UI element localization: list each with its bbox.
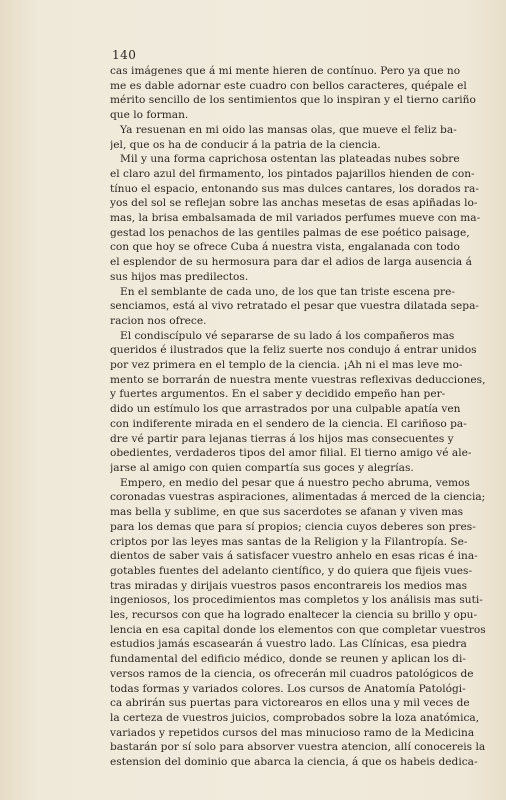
text-line: Mil y una forma caprichosa ostentan las plateadas nubes sobre [120,153,460,166]
text-line: mérito sencillo de los sentimientos que lo inspiran y el tierno cariño [110,94,476,107]
text-line: gestad los penachos de las gentiles palmas de ese poético paisage, [110,226,470,239]
text-line: tras miradas y dirijais vuestros pasos encontrareis los medios mas [110,579,468,592]
text-line: ingeniosos, los procedimientos mas completos y los análisis mas suti- [110,594,483,607]
text-line: senciamos, está al vivo retratado el pesar que vuestra dilatada sepa- [110,300,479,313]
paragraph [110,476,488,770]
paragraph [110,64,488,123]
text-line: dido un estímulo los que arrastrados por una culpable apatía ven [110,403,461,416]
paragraph [110,152,488,284]
text-line: me es dable adornar este cuadro con bellos caracteres, quépale el [110,79,467,92]
body-text [110,64,488,770]
text-line: el claro azul del firmamento, los pintados pajarillos hienden de con- [110,167,475,180]
text-line: y fuertes argumentos. En el saber y decidido empeño han per- [110,388,446,401]
text-line: dre vé partir para lejanas tierras á los hijos mas consecuentes y [110,432,454,445]
text-line: estension del dominio que abarca la ciencia, á que os habeis dedica- [110,756,478,769]
text-line: con que hoy se ofrece Cuba á nuestra vista, engalanada con todo [110,241,460,254]
paragraph [110,123,488,152]
text-line: yos del sol se reflejan sobre las anchas mesetas de esas apiñadas lo- [110,197,478,210]
text-line: lencia en esa capital donde los elementos con que completar vuestros [110,623,486,636]
page-number: 140 [112,48,137,62]
text-line: obedientes, verdaderos tipos del amor filial. El tierno amigo vé ale- [110,447,472,460]
text-line: por vez primera en el templo de la ciencia. ¡Ah ni el mas leve mo- [110,359,463,372]
text-line: tínuo el espacio, entonando sus mas dulces cantares, los dorados ra- [110,182,479,195]
text-line: variados y repetidos cursos del mas minucioso ramo de la Medicina [110,726,475,739]
text-line: Empero, en medio del pesar que á nuestro pecho abruma, vemos [120,476,470,489]
text-line: criptos por las leyes mas santas de la Religion y la Filantropía. Se- [110,535,468,548]
text-line: En el semblante de cada uno, de los que tan triste escena pre- [120,285,455,298]
text-line: El condiscípulo vé separarse de su lado á los compañeros mas [120,329,455,342]
text-line: cas imágenes que á mi mente hieren de contínuo. Pero ya que no [110,65,461,77]
text-line: el esplendor de su hermosura para dar el adios de larga ausencia á [110,256,472,269]
text-line: coronadas vuestras aspiraciones, alimentadas á merced de la ciencia; [110,491,486,504]
text-line: mento se borrarán de nuestra mente vuestras reflexivas deducciones, [110,373,486,386]
text-line: sus hijos mas predilectos. [110,270,249,283]
text-line: para los demas que para sí propios; ciencia cuyos deberes son pres- [110,520,476,533]
text-line: racion nos ofrece. [110,314,207,327]
text-line: con indiferente mirada en el sendero de la ciencia. El cariñoso pa- [110,417,467,430]
paragraph [110,285,488,329]
text-line: jarse al amigo con quien compartía sus goces y alegrías. [110,461,414,474]
text-line: Ya resuenan en mi oido las mansas olas, que mueve el feliz ba- [120,123,457,136]
text-line: todas formas y variados colores. Los cursos de Anatomía Patológi- [110,682,466,695]
text-line: jel, que os ha de conducir á la patria de la ciencia. [110,138,381,151]
text-line: ca abrirán sus puertas para victorearos en ellos una y mil veces de [110,697,470,710]
text-line: estudios jamás escasearán á vuestro lado. Las Clínicas, esa piedra [110,638,467,651]
text-line: que lo forman. [110,109,189,122]
text-line: mas bella y sublime, en que sus sacerdotes se afanan y viven mas [110,506,464,519]
text-line: bastarán por sí solo para absorver vuestra atencion, allí conocereis la [110,741,486,754]
text-line: gotables fuentes del adelanto científico, y do quiera que fijeis vues- [110,564,473,577]
text-line: fundamental del edificio médico, donde se reunen y aplican los di- [110,653,466,666]
text-line: dientos de saber vais á satisfacer vuestro anhelo en esas ricas é ina- [110,550,478,563]
paragraph [110,329,488,476]
text-line: la certeza de vuestros juicios, comprobados sobre la loza anatómica, [110,711,480,724]
text-line: queridos é ilustrados que la feliz suerte nos condujo á entrar unidos [110,344,477,357]
text-line: les, recursos con que ha logrado enaltecer la ciencia su brillo y opu- [110,609,478,622]
text-line: versos ramos de la ciencia, os ofrecerán mil cuadros patológicos de [110,667,474,680]
text-line: mas, la brisa embalsamada de mil variados perfumes mueve con ma- [110,212,481,225]
